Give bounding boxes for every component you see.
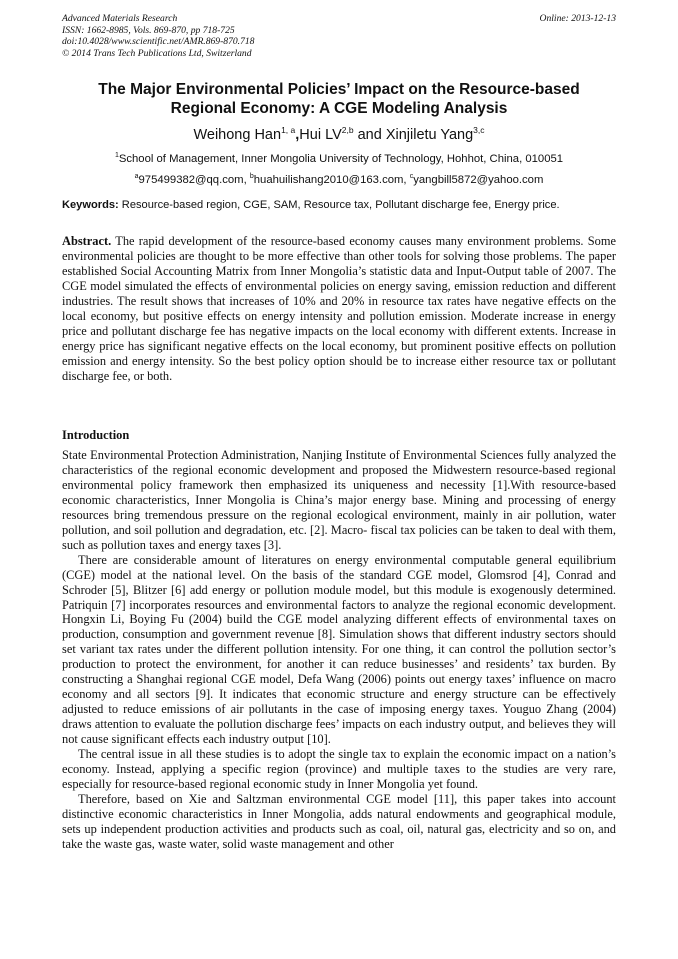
copyright-line: © 2014 Trans Tech Publications Ltd, Switzerland [62, 47, 252, 59]
keywords-label: Keywords: [62, 199, 119, 211]
keywords [62, 198, 616, 213]
introduction-heading: Introduction [62, 428, 130, 442]
journal-name: Advanced Materials Research [62, 13, 178, 24]
abstract [62, 234, 616, 384]
keywords-text: Resource-based region, CGE, SAM, Resource tax, Pollutant discharge fee, Energy price. [118, 199, 560, 211]
intro-paragraph-1: State Environmental Protection Administration, Nanjing Institute of Environmental Sciences fully analyzed the characteristics of the regional economic development and proposed the Midwestern resource-based regional environmental policy framework then emphasized its uniqueness and necessity [1].With resource-based economic characteristics, Inner Mongolia is China’s major energy base. Mining and processing of energy resources bring tremendous pressure on the regional ecological environment, mainly in air pollution, water pollution, and soil pollution and degradation, etc. [2]. Macro- fiscal tax policies can be taken to deal with them, such as pollution taxes and energy taxes [3]. [62, 448, 616, 552]
author-3-sup: 3,c [473, 125, 485, 135]
doi-line[interactable]: doi:10.4028/www.scientific.net/AMR.869-870.718 [62, 36, 255, 48]
author-2-name: Hui LV [299, 127, 342, 143]
author-1-name: Weihong Han [193, 127, 282, 143]
author-list [62, 120, 616, 145]
intro-paragraph-3: The central issue in all these studies is to adopt the single tax to explain the economic impact on a nation’s economy. Instead, applying a specific region (province) and multiple taxes to the studies are very rare, especially for resource-based regional economic study in Inner Mongolia yet found. [62, 747, 616, 791]
paper-title [62, 80, 616, 118]
author-2-sup: 2,b [341, 125, 354, 135]
email-line [62, 170, 616, 187]
abstract-text: The rapid development of the resource-based economy causes many environment problems. Some environmental policies are thought to be more effective than other tools for solving those problems. The paper established Social Accounting Matrix from Inner Mongolia’s statistic data and Input-Output table of 2007. The CGE model simulated the effects of environmental policies on energy saving, emission reduction and different industries. The result shows that increases of 10% and 20% in resource tax rates have negative effects on the local economy, but positive effects on energy intensity and pollution emission. Moderate increase in energy price and pollutant discharge fee has negative impacts on the local economy with different extents. Increase in energy price has significant negative effects on the local economy, but prominent positive effects on pollution emission and energy intensity. So the best policy option should be to increase either resource tax or pollutant discharge fee, or both. [62, 234, 616, 383]
affiliation-text: School of Management, Inner Mongolia University of Technology, Hohhot, China, 010051 [118, 153, 564, 165]
email-c[interactable]: yangbill5872@yahoo.com [413, 174, 544, 186]
abstract-label: Abstract. [62, 234, 112, 248]
author-3-name: Xinjiletu Yang [385, 127, 474, 143]
intro-paragraph-4: Therefore, based on Xie and Saltzman environmental CGE model [11], this paper takes into account distinctive economic characteristics in Inner Mongolia, adds natural endowments and geographical module, sets up independent production activities and products such as coal, oil, natural gas, electricity and so on, and take the waste gas, waste water, solid waste management and other [62, 791, 616, 851]
introduction-body [62, 448, 616, 852]
title-line-2: Regional Economy: A CGE Modeling Analysis [170, 100, 508, 117]
journal-header [62, 13, 616, 59]
email-a[interactable]: 975499382@qq.com, [138, 174, 250, 186]
affiliation-sup: 1 [114, 152, 119, 159]
email-c-sup: c [409, 173, 414, 180]
title-line-1: The Major Environmental Policies’ Impact on the Resource-based [98, 81, 580, 98]
intro-paragraph-2: There are considerable amount of literatures on energy environmental computable general equilibrium (CGE) model at the national level. On the basis of the standard CGE model, Glomsrod [4], Conrad and Schroder [5], Blitzer [6] add energy or pollution module model, but this module is exogenously determined. Patriquin [7] incorporates resources and environmental factors to analyze the regional economic development. Hongxin Li, Boying Fu (2004) build the CGE model analyzing different effects of environmental taxes on production, consumption and government revenue [8]. Simulation shows that different industry sectors should set variant tax rates under the different pollution intensity. For one thing, it can control the pollution sector’s production to protect the environment, for another it can reduce businesses’ and residents’ tax burden. By constructing a Shanghai regional CGE model, Defa Wang (2006) points out energy taxes’ influence on macro economy and all sectors [9]. It indicates that economic structure and energy structure can be effectively adjusted to reduce emissions of air pollutants in the case of imposing energy taxes. Youguo Zhang (2004) draws attention to evaluate the pollution discharge fees’ impacts on each industry output, and believes they will not cause significant effects each industry output [10]. [62, 552, 616, 747]
author-separator-1: , [295, 127, 300, 143]
author-1-sup: 1, a [281, 125, 296, 135]
affiliation [62, 149, 616, 166]
email-a-sup: a [134, 173, 139, 180]
author-separator-2: and [353, 127, 386, 143]
email-b-sup: b [249, 173, 254, 180]
online-date: Online: 2013-12-13 [539, 13, 616, 24]
issn-line: ISSN: 1662-8985, Vols. 869-870, pp 718-725 [62, 24, 235, 36]
email-b[interactable]: huahuilishang2010@163.com, [253, 174, 410, 186]
